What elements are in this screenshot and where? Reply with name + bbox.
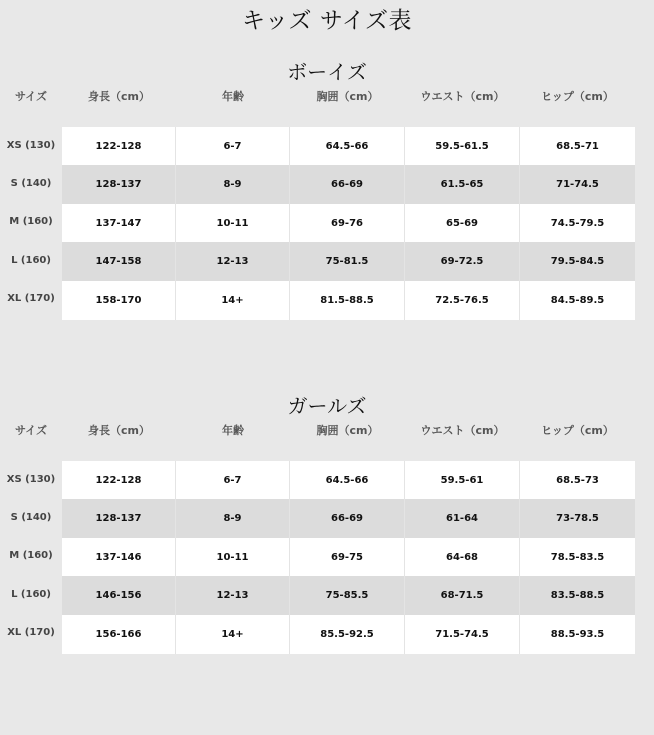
cell-age: 14+ [176, 615, 290, 654]
cell-height: 158-170 [62, 281, 176, 320]
cell-hip: 84.5-89.5 [550, 295, 605, 306]
cell-waist: 61.5-65 [405, 165, 520, 204]
column-header-row [0, 422, 654, 440]
cell-age: 6-7 [176, 127, 290, 166]
cell-waist: 61-64 [405, 499, 520, 538]
row-label-size: XS (130) [6, 474, 56, 485]
cell-waist: 59.5-61 [405, 461, 520, 500]
cell-height: 147-158 [62, 242, 176, 281]
cell-hip: 74.5-79.5 [550, 218, 605, 229]
cell-height: 128-137 [62, 165, 176, 204]
table-row [62, 281, 635, 320]
column-header-waist: ウエスト（cm） [420, 90, 505, 103]
cell-height: 137-147 [62, 204, 176, 243]
column-header-waist: ウエスト（cm） [420, 424, 505, 437]
row-label-size: S (140) [10, 178, 52, 189]
row-label-size: M (160) [9, 216, 53, 227]
cell-height: 128-137 [62, 499, 176, 538]
row-label-size: L (160) [11, 589, 51, 600]
cell-height: 122-128 [62, 127, 176, 166]
cell-chest: 85.5-92.5 [290, 615, 405, 654]
row-label-size: XL (170) [7, 293, 55, 304]
cell-chest: 69-76 [290, 204, 405, 243]
table-row [62, 499, 635, 538]
cell-hip: 79.5-84.5 [550, 256, 605, 267]
cell-height: 122-128 [62, 461, 176, 500]
table-row [62, 461, 635, 500]
column-header-size: サイズ [14, 90, 48, 103]
cell-waist: 65-69 [405, 204, 520, 243]
cell-waist: 69-72.5 [405, 242, 520, 281]
table-row [62, 165, 635, 204]
table-row [62, 538, 635, 577]
section-title: ボーイズ [287, 60, 367, 84]
cell-height: 146-156 [62, 576, 176, 615]
section-title: ガールズ [287, 394, 367, 418]
table-row [62, 615, 635, 654]
table-row [62, 576, 635, 615]
cell-hip: 88.5-93.5 [550, 629, 605, 640]
row-label-size: M (160) [9, 550, 53, 561]
cell-age: 12-13 [176, 242, 290, 281]
table-row [62, 127, 635, 166]
cell-chest: 66-69 [290, 165, 405, 204]
column-header-hip: ヒップ（cm） [541, 424, 614, 437]
cell-age: 6-7 [176, 461, 290, 500]
cell-waist: 72.5-76.5 [405, 281, 520, 320]
column-header-row [0, 88, 654, 106]
column-header-age: 年齢 [222, 90, 244, 103]
cell-age: 10-11 [176, 538, 290, 577]
column-header-chest: 胸囲（cm） [316, 424, 379, 437]
cell-chest: 66-69 [290, 499, 405, 538]
cell-hip: 68.5-71 [556, 141, 599, 152]
page-title: キッズ サイズ表 [241, 8, 412, 34]
row-label-size: L (160) [11, 255, 51, 266]
cell-chest: 64.5-66 [290, 127, 405, 166]
row-label-size: S (140) [10, 512, 52, 523]
column-header-size: サイズ [14, 424, 48, 437]
column-header-age: 年齢 [222, 424, 244, 437]
cell-age: 10-11 [176, 204, 290, 243]
cell-hip: 73-78.5 [556, 513, 599, 524]
table-row [62, 242, 635, 281]
cell-chest: 64.5-66 [290, 461, 405, 500]
cell-height: 137-146 [62, 538, 176, 577]
cell-hip: 71-74.5 [556, 179, 599, 190]
cell-waist: 68-71.5 [405, 576, 520, 615]
column-header-chest: 胸囲（cm） [316, 90, 379, 103]
column-header-hip: ヒップ（cm） [541, 90, 614, 103]
cell-chest: 75-85.5 [290, 576, 405, 615]
cell-chest: 75-81.5 [290, 242, 405, 281]
cell-age: 8-9 [176, 499, 290, 538]
row-label-size: XS (130) [6, 140, 56, 151]
cell-hip: 83.5-88.5 [550, 590, 605, 601]
cell-hip: 68.5-73 [556, 475, 599, 486]
cell-age: 8-9 [176, 165, 290, 204]
cell-chest: 69-75 [290, 538, 405, 577]
cell-chest: 81.5-88.5 [290, 281, 405, 320]
column-header-height: 身長（cm） [88, 424, 150, 437]
cell-height: 156-166 [62, 615, 176, 654]
cell-hip: 78.5-83.5 [550, 552, 605, 563]
cell-age: 14+ [176, 281, 290, 320]
cell-waist: 64-68 [405, 538, 520, 577]
table-row [62, 204, 635, 243]
cell-waist: 59.5-61.5 [405, 127, 520, 166]
cell-age: 12-13 [176, 576, 290, 615]
cell-waist: 71.5-74.5 [405, 615, 520, 654]
column-header-height: 身長（cm） [88, 90, 150, 103]
row-label-size: XL (170) [7, 627, 55, 638]
